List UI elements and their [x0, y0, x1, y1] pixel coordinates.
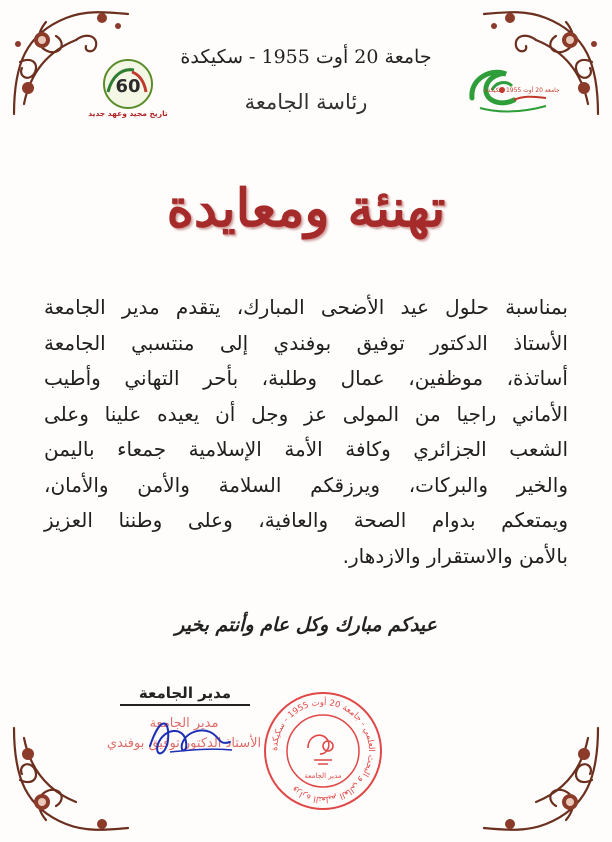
seal-ring-text: وزارة التعليم العالي و البحث العلمي - جامعة 20 أوت 1955 - سكيكدة — [269, 697, 377, 805]
anniversary-logo — [88, 58, 168, 118]
signatory-title: مدير الجامعة — [120, 684, 250, 706]
anniversary-number: 60 — [115, 76, 141, 97]
message-body — [44, 290, 568, 574]
university-logo — [462, 62, 560, 117]
eid-greeting: عيدكم مبارك وكل عام وأنتم بخير — [175, 614, 437, 636]
anniversary-caption: تاريخ مجيد وعهد جديد — [88, 109, 168, 118]
message-line: ويمتعكم بدوام الصحة والعافية، وعلى وطننا العزيز — [44, 508, 568, 532]
presidency-title: رئاسة الجامعة — [244, 90, 368, 114]
university-logo-caption: جامعة 20 أوت 1955 سكيكدة — [484, 87, 560, 94]
seal-center-text: مدير الجامعة — [304, 772, 342, 780]
message-line: الأستاذ الدكتور توفيق بوفندي إلى منتسبي الجامعة — [44, 330, 568, 355]
headline-greeting-title: تهنئة ومعايدة — [166, 178, 446, 239]
message-line: الأماني راجيا من المولى عز وجل أن يعيده علينا وعلى — [44, 401, 568, 426]
handwritten-signature — [140, 706, 240, 766]
message-line: بمناسبة حلول عيد الأضحى المبارك، يتقدم مدير الجامعة — [44, 295, 568, 319]
message-line: أساتذة، موظفين، عمال وطلبة، بأحر التهاني وأطيب — [44, 366, 568, 390]
university-title: جامعة 20 أوت 1955 - سكيكدة — [180, 46, 432, 68]
message-line: والخير والبركات، ويرزقكم السلامة والأمن والأمان، — [44, 472, 568, 497]
corner-ornament-bottom-right — [476, 718, 606, 838]
svg-text:وزارة التعليم العالي و البحث ا — [270, 696, 376, 804]
stamp-line-name: الأستاذ الدكتور توفيق بوفندي — [106, 736, 262, 751]
message-line: الشعب الجزائري وكافة الأمة الإسلامية جمعاء باليمن — [44, 437, 568, 461]
official-seal — [262, 690, 384, 812]
stamp-line-title: مدير الجامعة — [149, 716, 219, 731]
message-line: بالأمن والاستقرار والازدهار. — [342, 543, 568, 568]
